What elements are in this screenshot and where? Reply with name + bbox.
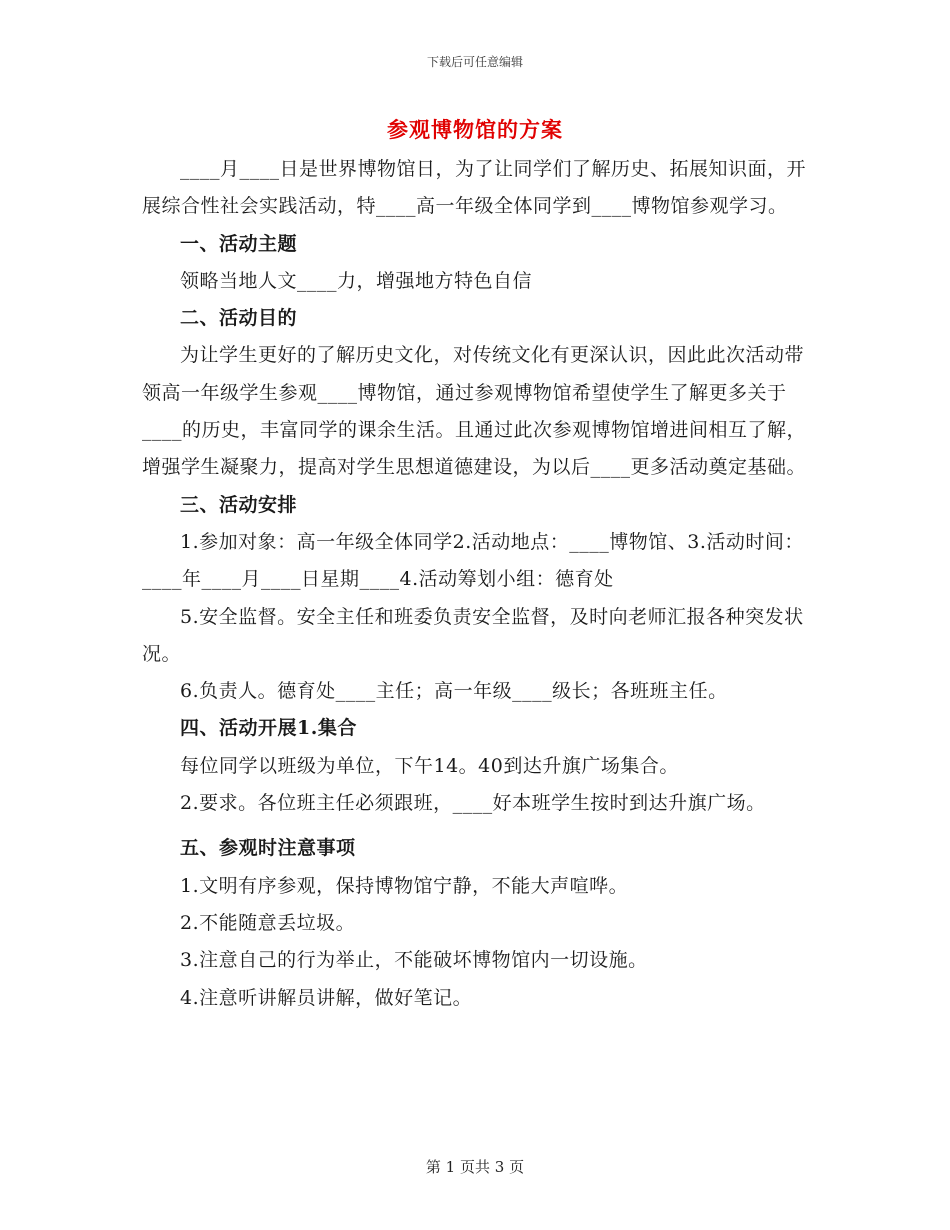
conduct-requirement-paragraph: 2.要求。各位班主任必须跟班，____好本班学生按时到达升旗广场。 xyxy=(180,792,766,815)
note-item-2: 2.不能随意丢垃圾。 xyxy=(180,911,356,934)
section-heading-arrangement: 三、活动安排 xyxy=(180,493,298,516)
intro-paragraph: ____月____日是世界博物馆日，为了让同学们了解历史、拓展知识面，开展综合性社会实践活动，特____高一年级全体同学到____博物馆参观学习。 xyxy=(142,158,807,218)
page-header: 下载后可任意编辑 xyxy=(426,55,523,69)
document-body xyxy=(142,151,808,1017)
section-heading-purpose: 二、活动目的 xyxy=(180,307,298,330)
section-heading-notes: 五、参观时注意事项 xyxy=(180,837,356,860)
section-heading-theme: 一、活动主题 xyxy=(180,232,298,255)
page-footer: 第 1 页共 3 页 xyxy=(425,1158,525,1176)
note-item-1: 1.文明有序参观，保持博物馆宁静，不能大声喧哗。 xyxy=(180,874,629,897)
theme-paragraph: 领略当地人文____力，增强地方特色自信 xyxy=(180,269,533,292)
note-item-3: 3.注意自己的行为举止，不能破坏博物馆内一切设施。 xyxy=(180,949,648,972)
arrangement-item-6: 6.负责人。德育处____主任；高一年级____级长；各班班主任。 xyxy=(180,680,728,703)
note-item-4: 4.注意听讲解员讲解，做好笔记。 xyxy=(180,986,473,1009)
section-heading-conduct: 四、活动开展1.集合 xyxy=(180,717,357,740)
purpose-paragraph: 为让学生更好的了解历史文化，对传统文化有更深认识，因此此次活动带领高一年级学生参观____博物馆，通过参观博物馆希望使学生了解更多关于____的历史，丰富同学的课余生活。且通过此次参观博物馆增进间相互了解，增强学生凝聚力，提高对学生思想道德建设，为以后____更多活动奠定基础。 xyxy=(142,344,807,479)
arrangement-item-1-4: 1.参加对象：高一年级全体同学2.活动地点：____博物馆、3.活动时间：____年____月____日星期____4.活动筹划小组：德育处 xyxy=(142,530,804,591)
document-title: 参观博物馆的方案 xyxy=(387,117,563,142)
conduct-assembly-paragraph: 每位同学以班级为单位，下午14。40到达升旗广场集合。 xyxy=(180,754,679,777)
arrangement-item-5: 5.安全监督。安全主任和班委负责安全监督，及时向老师汇报各种突发状况。 xyxy=(142,605,804,665)
